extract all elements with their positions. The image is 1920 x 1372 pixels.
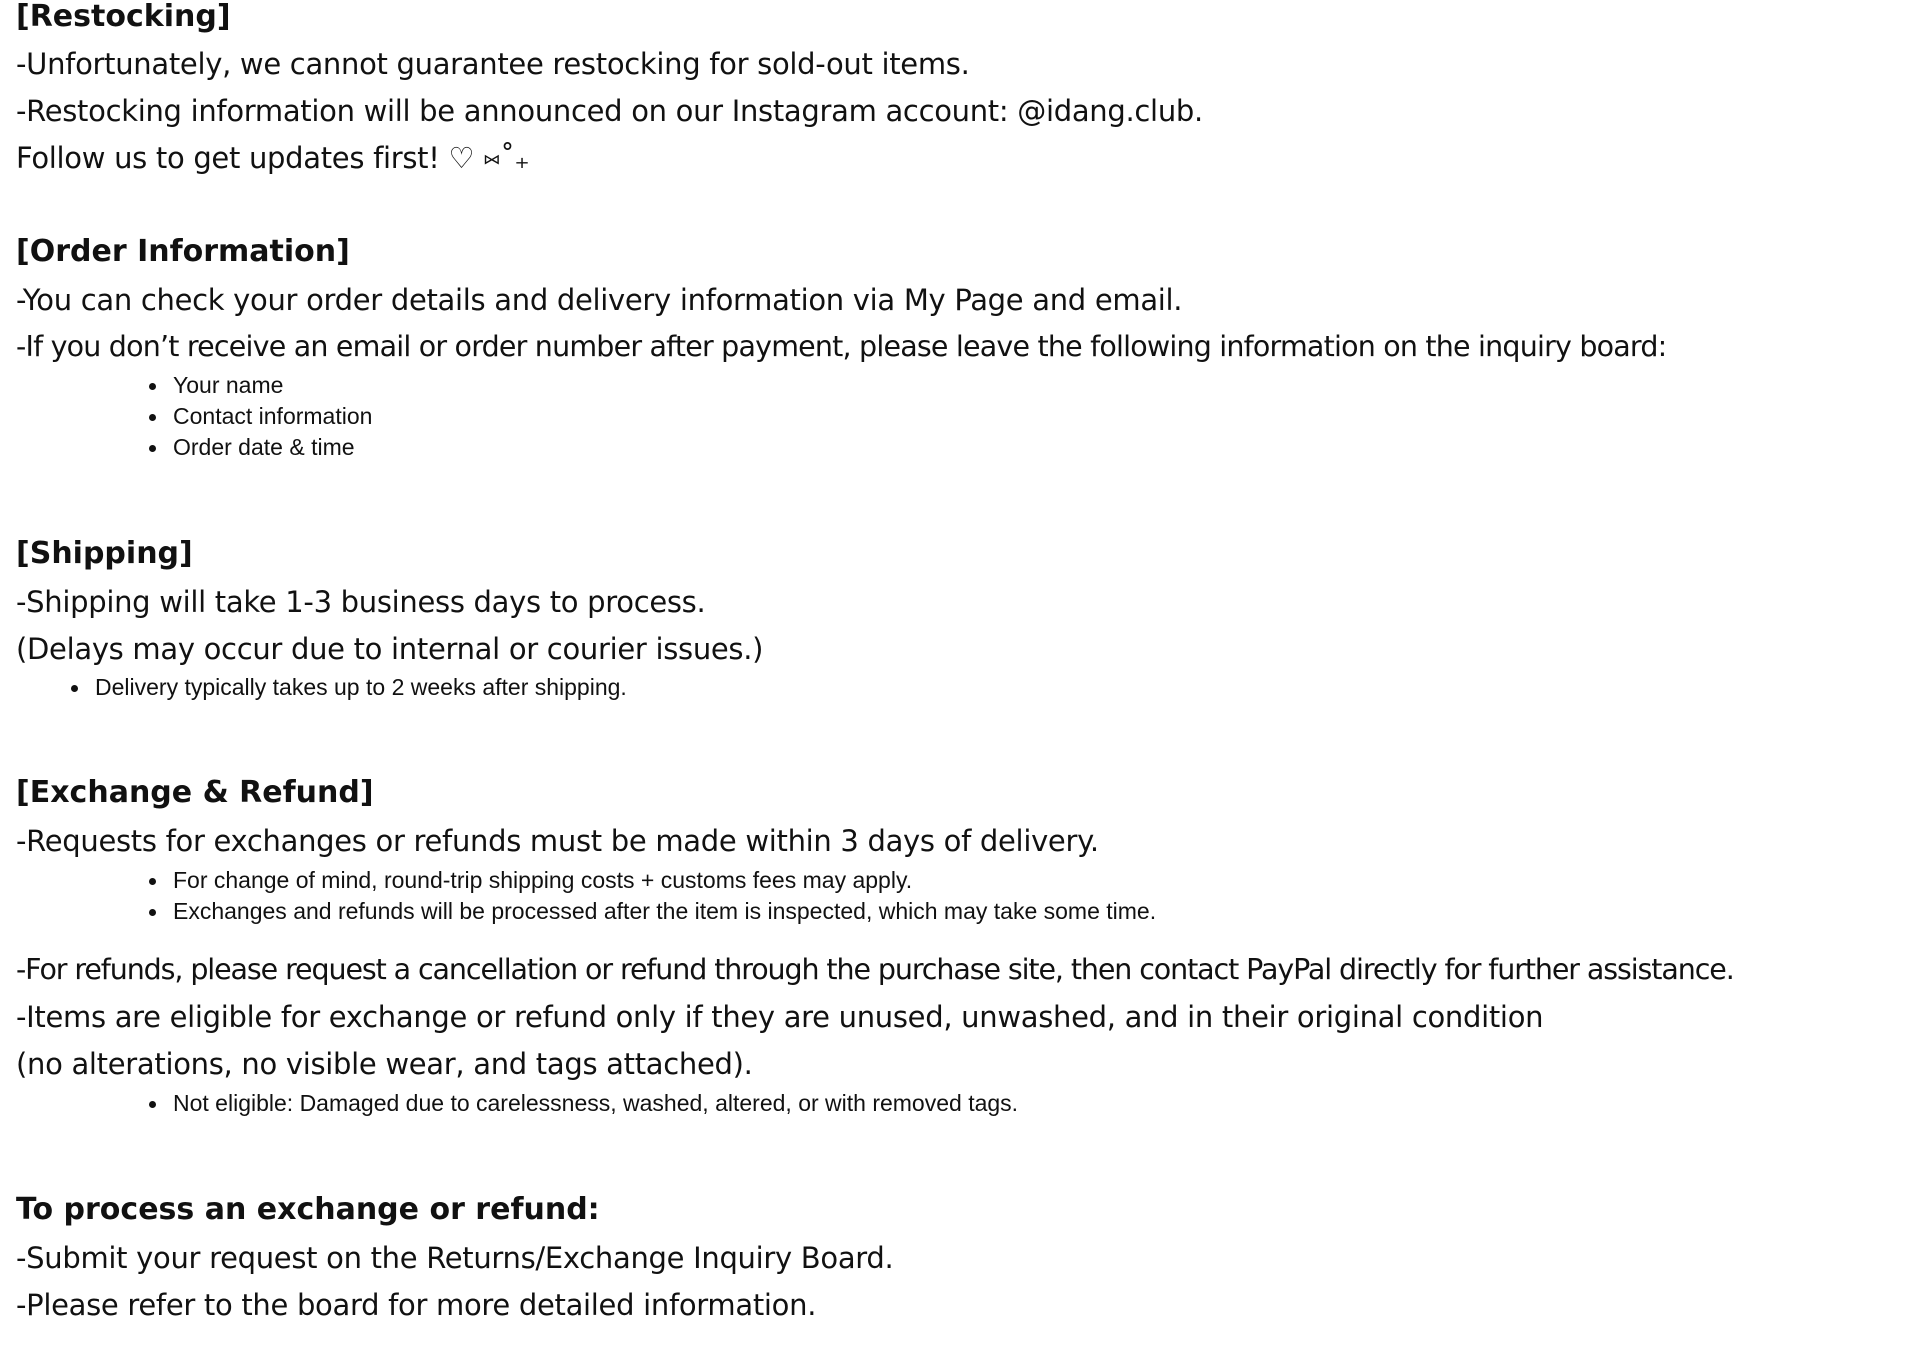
- exchange-refund-list-1: [149, 865, 1156, 927]
- list-item: Exchanges and refunds will be processed after the item is inspected, which may take some time.: [149, 896, 1156, 927]
- order-information-list: [149, 370, 372, 463]
- restocking-line-2: -Restocking information will be announced on our Instagram account: @idang.club.: [16, 94, 1203, 128]
- restocking-heading: [Restocking]: [16, 0, 231, 34]
- shipping-line-2: (Delays may occur due to internal or courier issues.): [16, 632, 764, 666]
- list-item: Order date & time: [149, 432, 372, 463]
- exchange-refund-line-4: (no alterations, no visible wear, and tags attached).: [16, 1047, 753, 1081]
- order-information-line-2: -If you don’t receive an email or order number after payment, please leave the following information on the inquiry board:: [16, 330, 1667, 363]
- process-line-1: -Submit your request on the Returns/Exchange Inquiry Board.: [16, 1241, 894, 1275]
- exchange-refund-list-2: [149, 1088, 1018, 1119]
- exchange-refund-line-3: -Items are eligible for exchange or refund only if they are unused, unwashed, and in their original condition: [16, 1000, 1544, 1034]
- exchange-refund-line-2: -For refunds, please request a cancellation or refund through the purchase site, then contact PayPal directly for further assistance.: [16, 953, 1734, 986]
- shipping-heading: [Shipping]: [16, 536, 193, 571]
- restocking-line-1: -Unfortunately, we cannot guarantee restocking for sold-out items.: [16, 47, 970, 81]
- list-item: Contact information: [149, 401, 372, 432]
- list-item: For change of mind, round-trip shipping costs + customs fees may apply.: [149, 865, 1156, 896]
- shipping-line-1: -Shipping will take 1-3 business days to process.: [16, 585, 706, 619]
- process-heading: To process an exchange or refund:: [16, 1192, 600, 1227]
- process-line-2: -Please refer to the board for more detailed information.: [16, 1288, 817, 1322]
- list-item: Your name: [149, 370, 372, 401]
- list-item: Not eligible: Damaged due to carelessness, washed, altered, or with removed tags.: [149, 1088, 1018, 1119]
- shipping-list: [71, 672, 627, 703]
- order-information-line-1: -You can check your order details and delivery information via My Page and email.: [16, 283, 1183, 317]
- list-item: Delivery typically takes up to 2 weeks after shipping.: [71, 672, 627, 703]
- restocking-line-3: Follow us to get updates first! ♡ ⑅˚₊: [16, 141, 530, 175]
- exchange-refund-heading: [Exchange & Refund]: [16, 775, 374, 810]
- order-information-heading: [Order Information]: [16, 234, 350, 269]
- exchange-refund-line-1: -Requests for exchanges or refunds must be made within 3 days of delivery.: [16, 824, 1099, 858]
